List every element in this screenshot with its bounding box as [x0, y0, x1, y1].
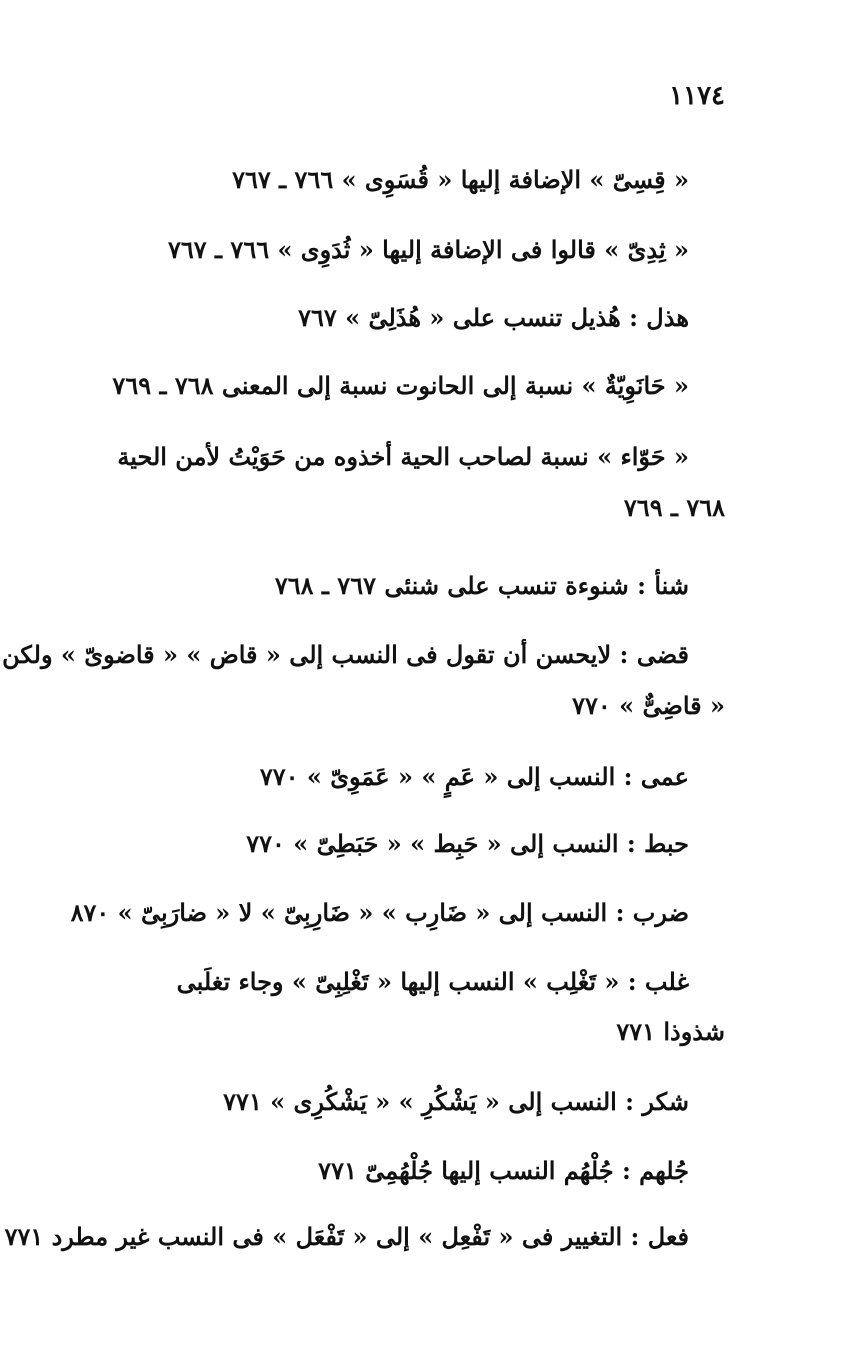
index-entry-hawwa-pages: ٧٦٨ ـ ٧٦٩ [623, 493, 725, 522]
index-entry-hanawiyya: « حَانَوِيّةٌ » نسبة إلى الحانوت نسبة إلى المعنى ٧٦٨ ـ ٧٦٩ [112, 371, 689, 400]
index-entry-shakara: شكر : النسب إلى « يَشْكُرِ » « يَشْكُرِى » ٧٧١ [223, 1087, 689, 1116]
index-entry-julhum: جُلهم : جُلْهُم النسب إليها جُلْهُمِىّ ٧٧١ [318, 1156, 689, 1185]
index-entry-hawwa: « حَوّاء » نسبة لصاحب الحية أخذوه من حَوَيْتُ لأمن الحية [117, 442, 689, 471]
index-entry-ama: عمى : النسب إلى « عَمٍ » « عَمَوِىّ » ٧٧٠ [259, 762, 689, 791]
index-entry-qada-cont: « قاضِىٌّ » ٧٧٠ [572, 691, 725, 720]
index-entry-faala: فعل : التغيير فى « تَفْعِل » إلى « تَفْعَل » فى النسب غير مطرد ٧٧١ [4, 1222, 689, 1251]
index-entry-habita: حبط : النسب إلى « حَبِط » « حَبَطِىّ » ٧٧٠ [246, 829, 689, 858]
index-entry-hudhayl: هذل : هُذيل تنسب على « هُذَلِىّ » ٧٦٧ [298, 303, 689, 332]
index-entry-ghalaba-cont: شذوذا ٧٧١ [616, 1017, 725, 1046]
index-entry-shanaa: شنأ : شنوءة تنسب على شنئى ٧٦٧ ـ ٧٦٨ [274, 571, 689, 600]
index-entry-qisiy: « قِسِىّ » الإضافة إليها « قُسَوِى » ٧٦٦ ـ ٧٦٧ [232, 165, 689, 194]
page-number: ١١٧٤ [669, 81, 725, 111]
index-entry-thidiy: « ثِدِىّ » قالوا فى الإضافة إليها « ثُدَوِى » ٧٦٦ ـ ٧٦٧ [168, 235, 689, 264]
index-entry-daraba: ضرب : النسب إلى « ضَارِب » « ضَارِبِىّ » لا « ضارَبِىّ » ٨٧٠ [70, 898, 689, 927]
index-entry-ghalaba: غلب : « تَغْلِب » النسب إليها « تَغْلِبِىّ » وجاء تغلَبى [176, 967, 689, 996]
index-entry-qada: قضى : لايحسن أن تقول فى النسب إلى « قاض » « قاضوىّ » ولكن [2, 640, 689, 669]
